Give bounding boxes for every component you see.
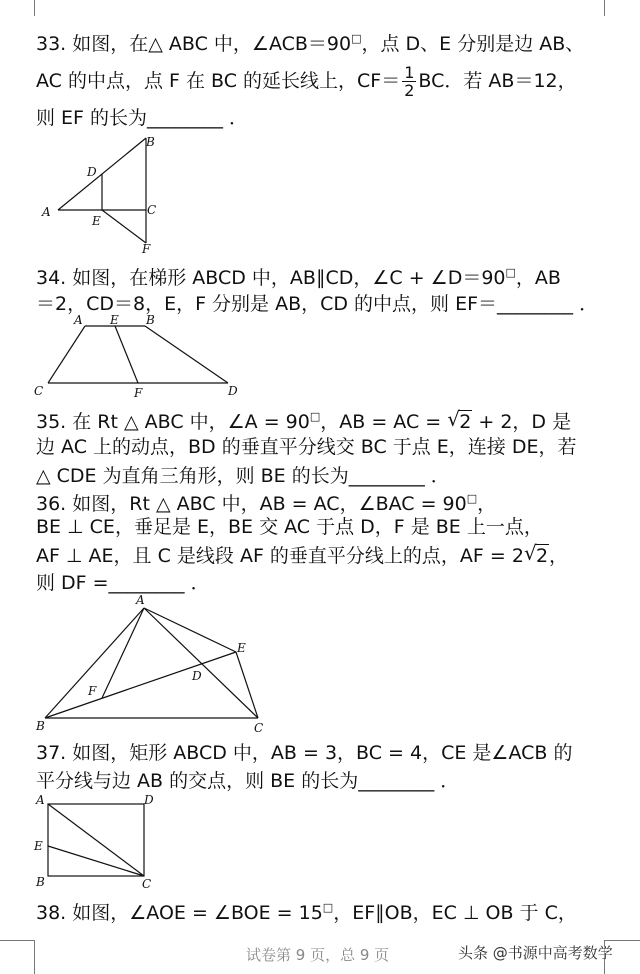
q34-label-b: B [146, 313, 155, 327]
q34-text-1b: ，AB [515, 267, 561, 289]
q35-line-1 [36, 405, 571, 434]
q37-label-a: A [36, 793, 45, 807]
q36-line-1 [36, 487, 496, 516]
q35-line-3 [36, 464, 450, 488]
watermark: 头条 @书源中高考数学 [458, 944, 613, 962]
q33-text-1a: 33. 如图，在△ ABC 中，∠ACB＝90 [36, 33, 352, 55]
degree-box-icon: □ [505, 266, 516, 279]
q36-label-f: F [88, 684, 97, 698]
q37-text-2: 平分线与边 AB 的交点，则 BE 的长为________ ． [36, 770, 460, 792]
q37-text-1: 37. 如图，矩形 ABCD 中，AB = 3，BC = 4，CE 是∠ACB 的 [36, 742, 573, 764]
corner-mark-top-left [34, 0, 35, 16]
q33-label-f: F [142, 242, 151, 255]
q37-label-e: E [34, 839, 43, 853]
page-footer: 试卷第 9 页，总 9 页 [246, 946, 390, 964]
q36-text-4: 则 DF =________ ． [36, 572, 210, 594]
q34-label-a: A [74, 313, 83, 327]
degree-box-icon: □ [466, 492, 478, 505]
q33-text-2a: AC 的中点，点 F 在 BC 的延长线上，CF＝ [36, 70, 401, 92]
q34-text-2: ＝2，CD＝8，E，F 分别是 AB，CD 的中点，则 EF＝________ ． [36, 293, 599, 315]
q34-label-c: C [34, 384, 44, 398]
q34-text-1: 34. 如图，在梯形 ABCD 中，AB∥CD，∠C + ∠D＝90 [36, 267, 506, 289]
q37-label-b: B [36, 875, 45, 889]
degree-box-icon: □ [351, 32, 362, 45]
q38-line-1 [36, 896, 577, 925]
q33-line-2 [36, 64, 577, 99]
q37-figure [30, 790, 170, 894]
fraction-one-half [402, 64, 416, 99]
q37-label-d: D [144, 793, 154, 807]
degree-box-icon: □ [309, 410, 321, 423]
degree-box-icon: □ [322, 901, 334, 914]
q37-line-1 [36, 741, 572, 765]
q36-text-1a: 36. 如图，Rt △ ABC 中，AB = AC，∠BAC = 90 [36, 493, 467, 515]
q34-label-f: F [134, 386, 143, 400]
q36-text-2: BE ⊥ CE，垂足是 E，BE 交 AC 于点 D，F 是 BE 上一点， [36, 516, 543, 538]
q36-label-c: C [254, 721, 264, 735]
q33-label-c: C [147, 203, 157, 217]
q36-line-3 [36, 541, 569, 568]
sqrt-icon: √ [447, 407, 460, 431]
sqrt-radicand: 2 [535, 545, 549, 567]
corner-mark-bottom-right-h [604, 940, 640, 941]
q36-label-b: B [36, 719, 45, 733]
q33-line-3 [36, 106, 248, 130]
sqrt-expression [523, 541, 549, 568]
q36-label-d: D [192, 669, 202, 683]
q36-text-3a: AF ⊥ AE，且 C 是线段 AF 的垂直平分线上的点，AF = 2 [36, 545, 524, 567]
q36-figure [30, 588, 280, 738]
q33-label-e: E [92, 214, 101, 228]
q36-text-3b: ， [549, 545, 569, 567]
corner-mark-top-right [604, 0, 605, 16]
sqrt-icon: √ [523, 541, 537, 565]
q35-line-2 [36, 435, 576, 459]
q35-text-3: △ CDE 为直角三角形，则 BE 的长为________ ． [36, 465, 450, 487]
q33-label-b: B [146, 135, 155, 149]
q34-label-d: D [228, 384, 238, 398]
q36-label-e: E [237, 641, 246, 655]
q33-label-d: D [87, 165, 97, 179]
q35-text-1b: ，AB = AC = [320, 411, 442, 433]
q34-label-e: E [110, 313, 119, 327]
fraction-denominator: 2 [404, 81, 415, 100]
q33-line-1 [36, 27, 584, 56]
sqrt-radicand: 2 [459, 411, 472, 433]
q37-label-c: C [142, 877, 152, 891]
q35-text-1c: + 2，D 是 [478, 411, 572, 433]
q38-text-1b: ，EF∥OB，EC ⊥ OB 于 C， [333, 902, 577, 924]
corner-mark-bottom-left-h [0, 940, 34, 941]
q34-figure [30, 310, 250, 402]
q38-text-1a: 38. 如图，∠AOE = ∠BOE = 15 [36, 902, 323, 924]
q33-figure [36, 130, 166, 255]
fraction-numerator: 1 [404, 63, 415, 82]
q33-text-2b: BC．若 AB＝12， [418, 70, 577, 92]
q33-label-a: A [42, 205, 51, 219]
q36-label-a: A [136, 593, 145, 607]
q33-text-3: 则 EF 的长为________ ． [36, 107, 249, 129]
q33-text-1b: ，点 D、E 分别是边 AB、 [361, 33, 585, 55]
sqrt-expression [447, 407, 472, 434]
corner-mark-bottom-left-v [34, 940, 35, 974]
q35-text-1a: 35. 在 Rt △ ABC 中，∠A = 90 [36, 411, 310, 433]
q36-line-2 [36, 515, 543, 539]
q36-text-1b: ， [477, 493, 497, 515]
q35-text-2: 边 AC 上的动点，BD 的垂直平分线交 BC 于点 E，连接 DE，若 [36, 436, 577, 458]
q34-line-1 [36, 261, 561, 290]
